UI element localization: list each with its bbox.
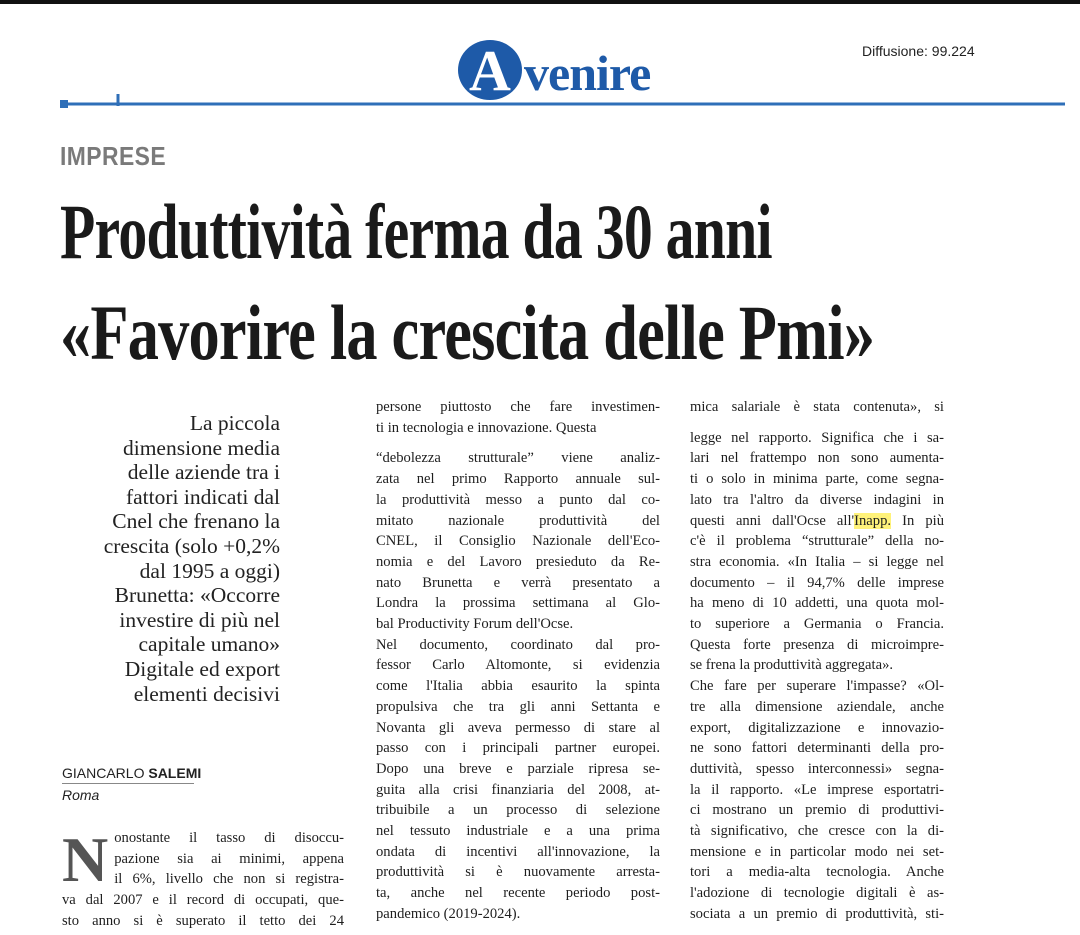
article-line: va dal 2007 e il record di occupati, que- [62, 892, 344, 909]
article-line: propulsiva che tra gli anni Settanta e [376, 698, 660, 715]
author-last-name: SALEMI [148, 765, 202, 781]
headline-line-1: Produttività ferma da 30 anni [60, 188, 772, 275]
article-line: il 6%, livello che non si registra- [114, 871, 344, 888]
article-line: ne sono fattori determinanti della pro- [690, 740, 944, 757]
article-line: sto anno si è superato il tetto dei 24 [62, 912, 344, 929]
article-line: nomia e del Lavoro presieduto da Re- [376, 553, 660, 570]
article-line: passo con i principali partner europei. [376, 740, 660, 757]
article-line: zata nel primo Rapporto annuale sul- [376, 471, 660, 488]
article-line: sociata a un premio di produttività, sti- [690, 905, 944, 922]
svg-text:A: A [469, 38, 511, 103]
article-line: “debolezza strutturale” viene analiz- [376, 450, 660, 467]
article-line: tori a media-alta tecnologia. Anche [690, 864, 944, 881]
summary-line: dal 1995 a oggi) [139, 558, 280, 583]
article-line: persone piuttosto che fare investimen- [376, 399, 660, 415]
article-line: ha meno di 10 addetti, una quota mol- [690, 595, 944, 612]
summary-line: dimensione media [122, 435, 280, 460]
article-line: guita alla crisi finanziaria del 2008, at- [376, 781, 660, 798]
top-border [0, 0, 1080, 4]
summary-line: La piccola [189, 411, 280, 435]
circulation-label: Diffusione: 99.224 [862, 43, 975, 59]
summary-line: fattori indicati dal [125, 484, 280, 509]
article-line: Dopo una breve e parziale ripresa se- [376, 760, 660, 777]
article-summary [62, 411, 280, 706]
article-line: documento – il 94,7% delle imprese [690, 574, 944, 591]
article-line: mica salariale è stata contenuta», si [690, 399, 944, 415]
article-line: export, digitalizzazione e innovazio- [690, 719, 944, 736]
article-line: ti o solo in minima parte, come segna- [690, 471, 944, 488]
article-line: onostante il tasso di disoccu- [114, 830, 344, 846]
dateline-place: Roma [62, 787, 100, 803]
article-line: bal Productivity Forum dell'Ocse. [376, 616, 574, 633]
article-line: tà significativo, che cresce con la di- [690, 823, 944, 840]
paragraph-gap [376, 438, 660, 448]
article-line: mitato nazionale produttività del [376, 512, 660, 529]
byline [62, 765, 272, 803]
article-line: ondata di incentivi all'innovazione, la [376, 843, 660, 860]
article-column-2 [376, 397, 660, 925]
summary-line: investire di più nel [119, 607, 280, 632]
summary-line: Digitale ed export [124, 656, 280, 681]
article-line: CNEL, il Consiglio Nazionale dell'Eco- [376, 533, 660, 550]
paragraph-gap [690, 418, 944, 428]
masthead-rule [60, 92, 1065, 112]
article-line: to superiore a Germania o Francia. [690, 616, 944, 633]
article-line: fessor Carlo Altomonte, si evidenzia [376, 657, 660, 674]
summary-line: Brunetta: «Occorre [114, 583, 280, 608]
article-line: tre alla dimensione aziendale, anche [690, 698, 944, 715]
author-name [62, 765, 272, 781]
article-line: legge nel rapporto. Significa che i sa- [690, 429, 944, 446]
article-line: ci mostrano un premio di produttivi- [690, 802, 944, 819]
headline-line-2: «Favorire la crescita delle Pmi» [60, 289, 875, 376]
article-line: pazione sia ai minimi, appena [114, 850, 344, 867]
article-line: ta, anche nel recente periodo post- [376, 885, 660, 902]
article-line: come l'Italia abbia esaurito la spinta [376, 678, 660, 695]
article-line: c'è il problema “strutturale” della no- [690, 533, 944, 550]
article-line: mensione e in particolar modo nei set- [690, 843, 944, 860]
article-line-highlighted [690, 511, 944, 532]
article-text: In più [891, 512, 944, 529]
article-line: stra economia. «In Italia – si legge nel [690, 553, 944, 570]
summary-line: capitale umano» [138, 632, 280, 657]
article-line: Londra la prossima settimana al Glo- [376, 595, 660, 612]
article-line: tribuibile a un processo di selezione [376, 802, 660, 819]
section-label: IMPRESE [60, 141, 167, 171]
summary-line: delle aziende tra i [127, 460, 280, 485]
article-line: Questa forte presenza di microimpre- [690, 636, 944, 653]
article-line: se frena la produttività aggregata». [690, 657, 894, 674]
article-line: pandemico (2019-2024). [376, 905, 521, 922]
article-line: nato Brunetta e verrà presentato a [376, 574, 660, 591]
article-line: Nel documento, coordinato dal pro- [376, 636, 660, 653]
article-line: la produttività messo a punto dal co- [376, 491, 660, 508]
article-line: Novanta gli aveva permesso di stare al [376, 719, 660, 736]
article-line: la il rapporto. «Le imprese esportatri- [690, 781, 944, 798]
summary-line: Cnel che frenano la [112, 509, 280, 534]
article-line: produttività si è nuovamente arresta- [376, 864, 660, 881]
article-line: nel tessuto industriale e a una prima [376, 823, 660, 840]
svg-text:venire: venire [524, 45, 651, 101]
summary-line: crescita (solo +0,2% [103, 533, 280, 558]
article-line: Che fare per superare l'impasse? «Ol- [690, 678, 944, 695]
article-line: ti in tecnologia e innovazione. Questa [376, 419, 597, 436]
highlighted-text: Inapp. [854, 512, 892, 529]
article-column-1 [62, 824, 344, 932]
summary-line: elementi decisivi [133, 681, 280, 706]
author-first-name: GIANCARLO [62, 765, 145, 781]
article-line: lari nel frattempo non sono aumenta- [690, 450, 944, 467]
drop-cap: N [62, 824, 109, 895]
article-line: lato tra l'altro da diverse indagini in [690, 491, 944, 508]
byline-rule [62, 783, 194, 784]
article-line: duttività, spesso interconnessi» segna- [690, 760, 944, 777]
article-column-3 [690, 397, 944, 925]
article-line: l'adozione di tecnologie digitali è as- [690, 885, 944, 902]
article-text: questi anni dall'Ocse all' [690, 512, 855, 529]
